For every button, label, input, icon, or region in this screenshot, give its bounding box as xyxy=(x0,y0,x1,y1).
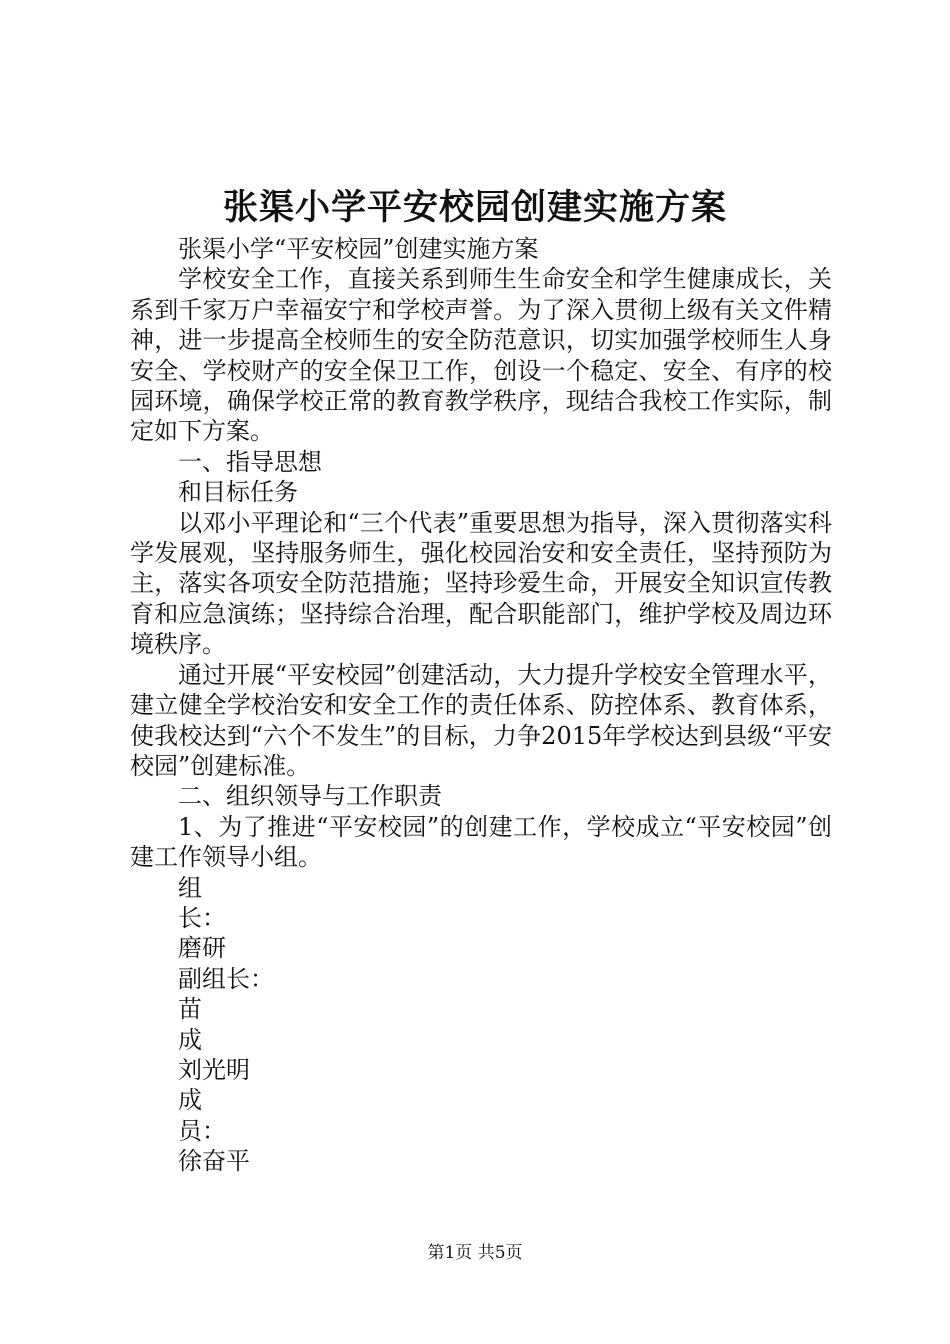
document-body xyxy=(130,234,832,1177)
list-line: 副组长： xyxy=(178,964,274,993)
list-line: 成 xyxy=(178,1025,202,1054)
document-title: 张渠小学平安校园创建实施方案 xyxy=(222,187,727,228)
list-line: 长： xyxy=(178,903,226,932)
section-heading-guiding-thought: 一、指导思想 xyxy=(178,447,322,476)
list-line: 刘光明 xyxy=(178,1055,250,1084)
paragraph-leadership-group: 1、为了推进“平安校园”的创建工作，学校成立“平安校园”创建工作领导小组。 xyxy=(130,812,832,872)
list-line: 苗 xyxy=(178,995,202,1024)
paragraph-goals: 通过开展“平安校园”创建活动，大力提升学校安全管理水平，建立健全学校治安和安全工作的责任体系、防控体系、教育体系，使我校达到“六个不发生”的目标，力争2015年学校达到县级“平安校园”创建标准。 xyxy=(130,660,832,780)
paragraph-subtitle: 张渠小学“平安校园”创建实施方案 xyxy=(178,235,539,263)
list-line: 成 xyxy=(178,1086,202,1115)
section-heading-goals: 和目标任务 xyxy=(178,478,298,507)
list-line: 组 xyxy=(178,873,202,902)
paragraph-guiding: 以邓小平理论和“三个代表”重要思想为指导，深入贯彻落实科学发展观，坚持服务师生，强化校园治安和安全责任，坚持预防为主，落实各项安全防范措施；坚持珍爱生命，开展安全知识宣传教育和应急演练；坚持综合治理，配合职能部门，维护学校及周边环境秩序。 xyxy=(130,508,832,659)
list-line: 员： xyxy=(178,1116,226,1145)
page-number-footer: 第1页 共5页 xyxy=(427,1243,523,1263)
section-heading-organization: 二、组织领导与工作职责 xyxy=(178,782,442,811)
paragraph-intro: 学校安全工作，直接关系到师生生命安全和学生健康成长，关系到千家万户幸福安宁和学校声誉。为了深入贯彻上级有关文件精神，进一步提高全校师生的安全防范意识，切实加强学校师生人身安全、学校财产的安全保卫工作，创设一个稳定、安全、有序的校园环境，确保学校正常的教育教学秩序，现结合我校工作实际，制定如下方案。 xyxy=(130,265,832,446)
list-line: 徐奋平 xyxy=(178,1147,250,1176)
list-line: 磨研 xyxy=(178,934,226,963)
